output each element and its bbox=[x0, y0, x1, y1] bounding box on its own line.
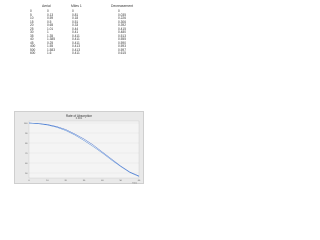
table-cell: 0.590 bbox=[118, 40, 126, 45]
table-cell: 0.415 bbox=[118, 26, 126, 31]
table-cell: 5 bbox=[30, 12, 32, 17]
x-tick-label: 40 bbox=[101, 180, 104, 182]
plot-area bbox=[29, 121, 139, 178]
table-cell: 0.59 bbox=[47, 16, 54, 20]
x-axis-label: Time bbox=[132, 182, 137, 185]
table-cell: 0.615 bbox=[118, 51, 126, 55]
table-cell: 20 bbox=[30, 23, 34, 27]
table-cell: 0.5 bbox=[47, 19, 52, 24]
table-cell: 0.413 bbox=[72, 47, 80, 52]
table-cell: 0.413 bbox=[72, 44, 80, 48]
table-cell: 0 bbox=[30, 9, 32, 13]
y-tick-label: 60 bbox=[25, 162, 28, 165]
chart-area bbox=[14, 111, 144, 184]
table-cell: 0.035 bbox=[118, 12, 126, 17]
x-tick-label: 30 bbox=[82, 180, 86, 182]
table-cell: 0.306 bbox=[118, 19, 126, 24]
table-cell: 0 bbox=[47, 9, 49, 13]
table-cell: 0.593 bbox=[118, 44, 126, 48]
chart-title: Rate of Absorption bbox=[65, 113, 93, 118]
table-cell: 45 bbox=[30, 40, 34, 45]
table-cell: 0.513 bbox=[118, 33, 126, 38]
table-cell: 35 bbox=[30, 33, 34, 38]
table-cell: 0.44 bbox=[72, 26, 79, 31]
table-cell: 0.597 bbox=[118, 47, 126, 52]
table-cell: 0.25 bbox=[47, 40, 54, 45]
table-cell: 1.6 bbox=[47, 51, 52, 55]
table-cell: 1.55 bbox=[47, 44, 54, 48]
table-cell: 1.583 bbox=[47, 47, 55, 52]
x-tick-label: 60 bbox=[137, 180, 141, 182]
table-cell: 0.18 bbox=[72, 16, 79, 20]
y-tick-label: 70 bbox=[25, 152, 28, 155]
x-tick-label: 10 bbox=[46, 180, 49, 182]
table-cell: 0.65 bbox=[47, 23, 54, 27]
table-cell: 1.385 bbox=[47, 37, 55, 41]
table-cell: 0.411 bbox=[72, 51, 80, 55]
chart-subtitle: 0.901 bbox=[75, 117, 83, 120]
table-cell: 500 bbox=[30, 47, 36, 52]
table-cell: 0.41 bbox=[72, 30, 79, 34]
table-cell: 1 bbox=[47, 30, 49, 34]
col-header-3: Decreasement bbox=[111, 4, 134, 8]
x-tick-label: 0 bbox=[28, 180, 30, 182]
col-header-1: Aerial bbox=[42, 4, 51, 8]
spreadsheet bbox=[0, 0, 149, 198]
col-header-2: Miles 1 bbox=[71, 4, 82, 8]
line-chart bbox=[15, 112, 145, 185]
y-tick-label: 50 bbox=[25, 172, 28, 175]
table-cell: 0.81 bbox=[72, 12, 79, 17]
table-cell: 0.411 bbox=[72, 33, 80, 38]
table-cell: 600 bbox=[30, 51, 36, 55]
table-cell: 0.13 bbox=[47, 12, 54, 17]
table-cell: 10 bbox=[30, 16, 34, 20]
table-cell: 400 bbox=[30, 44, 36, 48]
table-cell: 25 bbox=[30, 26, 34, 31]
y-tick-label: 100 bbox=[23, 122, 28, 125]
table-cell: 0.51 bbox=[72, 19, 79, 24]
table-cell: 30 bbox=[30, 30, 34, 34]
table-cell: 1.01 bbox=[47, 26, 54, 31]
table-cell: 0.392 bbox=[118, 23, 126, 27]
table-cell: 1.35 bbox=[47, 33, 54, 38]
x-tick-label: 50 bbox=[119, 180, 122, 182]
table-cell: 0 bbox=[72, 9, 74, 13]
y-tick-label: 80 bbox=[25, 142, 28, 145]
table-cell: 0.226 bbox=[118, 16, 126, 20]
table-cell: 0.411 bbox=[72, 37, 80, 41]
table-cell: 0.411 bbox=[72, 40, 80, 45]
table-cell: 15 bbox=[30, 19, 34, 24]
table-cell: 0 bbox=[118, 9, 120, 13]
table-cell: 0.480 bbox=[118, 30, 126, 34]
x-tick-label: 20 bbox=[64, 180, 67, 182]
table-cell: 40 bbox=[30, 37, 34, 41]
y-tick-label: 90 bbox=[25, 132, 28, 135]
table-cell: 0.33 bbox=[72, 23, 79, 27]
table-cell: 0.555 bbox=[118, 37, 126, 41]
